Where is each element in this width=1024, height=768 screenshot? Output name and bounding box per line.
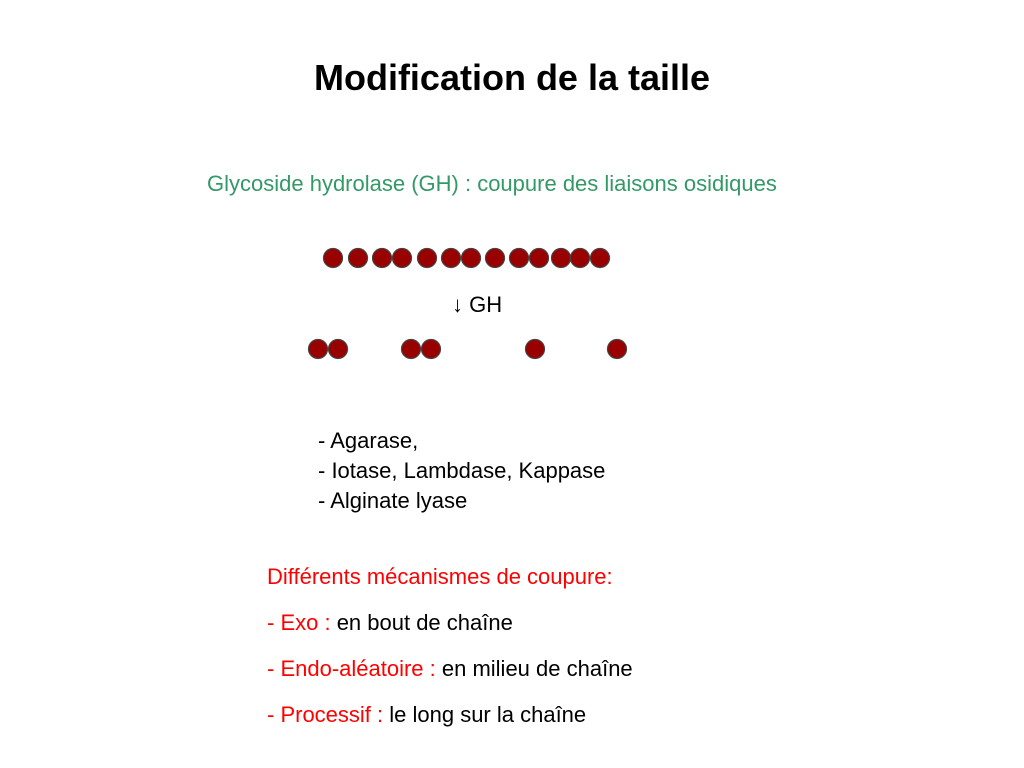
sugar-residue [552, 249, 571, 268]
gh-enzyme-label: GH [469, 292, 503, 317]
list-item: - Agarase, [318, 428, 419, 453]
sugar-residue-fragment [402, 340, 421, 359]
mechanism-term: - Processif : [267, 702, 390, 727]
intact-polysaccharide-chain [324, 249, 610, 268]
sugar-residue [393, 249, 412, 268]
sugar-residue [571, 249, 590, 268]
mechanism-description: en bout de chaîne [336, 610, 513, 635]
mechanism-term: - Endo-aléatoire : [267, 656, 442, 681]
sugar-residue [462, 249, 481, 268]
hydrolyzed-fragments [309, 340, 627, 359]
sugar-residue [418, 249, 437, 268]
sugar-residue-fragment [422, 340, 441, 359]
slide-subtitle: Glycoside hydrolase (GH) : coupure des liaisons osidiques [207, 171, 777, 196]
sugar-residue [373, 249, 392, 268]
mechanism-heading: Différents mécanismes de coupure: [267, 564, 613, 589]
down-arrow-icon: ↓ [452, 292, 463, 317]
sugar-residue-fragment [608, 340, 627, 359]
mechanism-description: le long sur la chaîne [389, 702, 587, 727]
enzyme-list [318, 426, 605, 516]
reaction-arrow-label [452, 291, 502, 319]
sugar-residue [324, 249, 343, 268]
list-item: - Alginate lyase [318, 488, 468, 513]
mechanism-list [267, 562, 633, 746]
sugar-residue-fragment [526, 340, 545, 359]
mechanism-item-endo [267, 654, 633, 700]
sugar-residue [486, 249, 505, 268]
sugar-residue [530, 249, 549, 268]
sugar-residue-fragment [329, 340, 348, 359]
mechanism-item-exo [267, 608, 633, 654]
sugar-residue-fragment [309, 340, 328, 359]
sugar-residue [591, 249, 610, 268]
sugar-residue [349, 249, 368, 268]
sugar-residue [510, 249, 529, 268]
mechanism-item-processif [267, 700, 633, 746]
sugar-residue [442, 249, 461, 268]
slide-title: Modification de la taille [313, 57, 711, 98]
mechanism-description: en milieu de chaîne [441, 656, 633, 681]
mechanism-term: - Exo : [267, 610, 337, 635]
list-item: - Iotase, Lambdase, Kappase [318, 458, 606, 483]
